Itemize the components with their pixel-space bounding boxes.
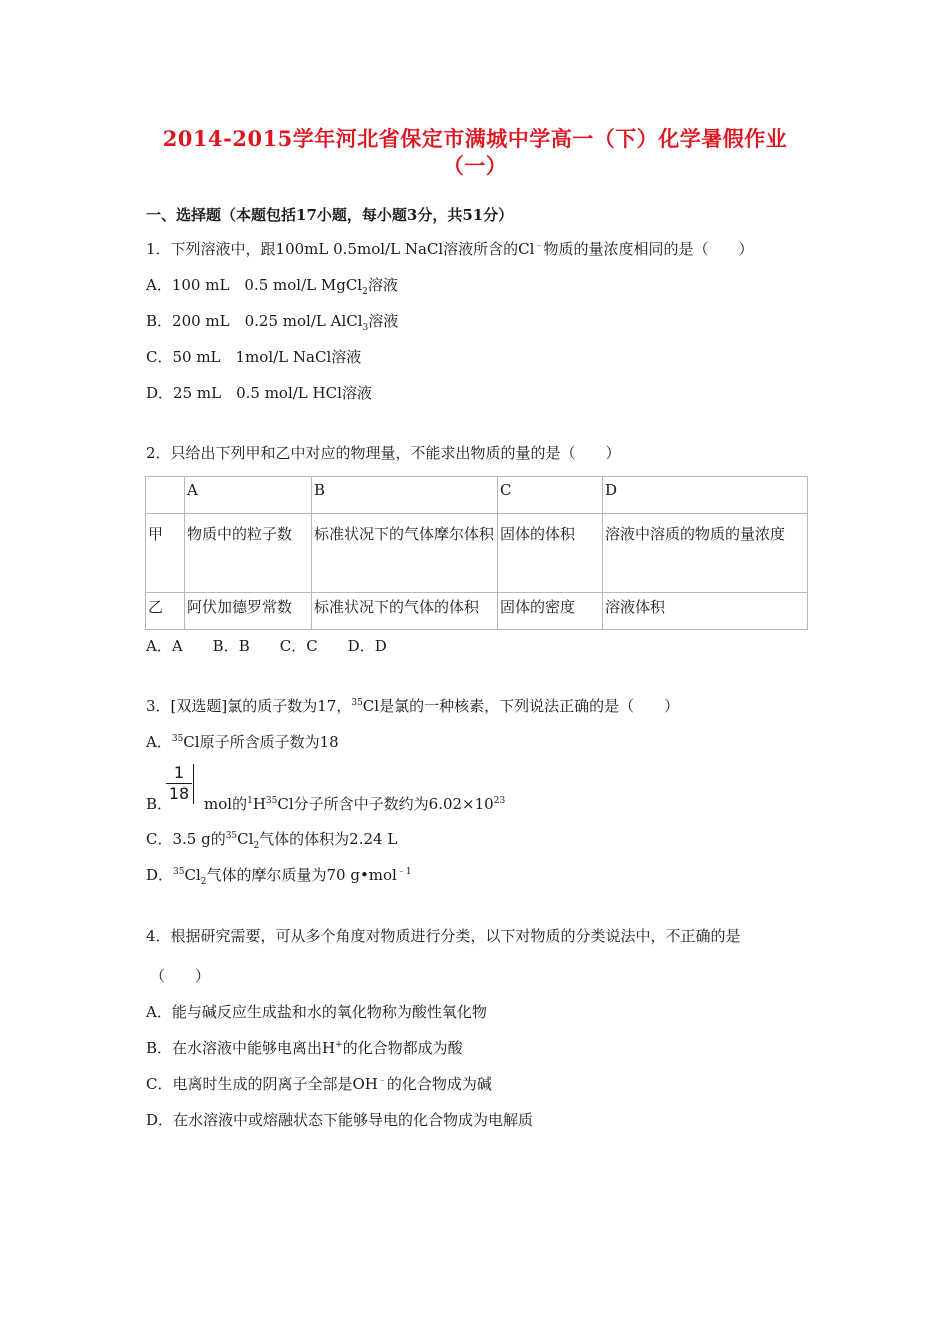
- table-cell: 乙: [146, 593, 185, 630]
- question-4-stem: 4．根据研究需要，可从多个角度对物质进行分类，以下对物质的分类说法中，不正确的是: [146, 927, 741, 945]
- document-title: 2014-2015学年河北省保定市满城中学高一（下）化学暑假作业: [162, 126, 788, 151]
- table-header-row: [146, 477, 808, 514]
- question-4-option-d: D．在水溶液中或熔融状态下能够导电的化合物成为电解质: [146, 1111, 534, 1129]
- question-2-options: A．A B．B C．C D．D: [146, 637, 387, 655]
- question-1-option-d: D．25 mL 0.5 mol/L HCl溶液: [146, 384, 372, 402]
- section-heading: 一、选择题（本题包括17小题，每小题3分，共51分）: [146, 206, 514, 224]
- table-cell: 固体的密度: [498, 593, 603, 630]
- table-cell: 标准状况下的气体摩尔体积: [312, 514, 498, 593]
- question-3-option-a: A．$^{35}$Cl原子所含质子数为18: [146, 733, 339, 751]
- question-3-stem: 3．[双选题]氯的质子数为17，$^{35}$Cl是氯的一种核素，下列说法正确的是（ ）: [146, 697, 680, 715]
- table-cell: 溶液体积: [603, 593, 808, 630]
- table-cell: D: [603, 477, 808, 514]
- table-cell: 固体的体积: [498, 514, 603, 593]
- question-4-stem-bracket: （ ）: [150, 967, 211, 985]
- question-4-option-c: C．电离时生成的阴离子全部是OH﹣的化合物成为碱: [146, 1075, 492, 1093]
- table-cell: 标准状况下的气体的体积: [312, 593, 498, 630]
- question-3-option-c: C．3.5 g的$^{35}Cl_2$气体的体积为2.24 L: [146, 830, 398, 851]
- table-cell: 溶液中溶质的物质的量浓度: [603, 514, 808, 593]
- document-title-line2: （一）: [442, 153, 508, 178]
- question-4-option-a: A．能与碱反应生成盐和水的氧化物称为酸性氧化物: [146, 1003, 487, 1021]
- question-1-option-b: B．200 mL 0.25 mol/L AlCl$_3$溶液: [146, 312, 399, 333]
- table-cell: B: [312, 477, 498, 514]
- table-cell: 甲: [146, 514, 185, 593]
- question-1-option-a: A．100 mL 0.5 mol/L MgCl$_2$溶液: [146, 276, 398, 297]
- question-1-stem: 1．下列溶液中，跟100mL 0.5mol/L NaCl溶液所含的Cl﹣物质的量浓度相同的是（ ）: [146, 240, 754, 258]
- fraction-numerator: 1: [173, 763, 185, 782]
- fraction-denominator: 18: [168, 784, 190, 803]
- table-row: [146, 593, 808, 630]
- question-3-option-d: D．$^{35}Cl_2$气体的摩尔质量为70 g•mol$^{﹣1}$: [146, 866, 412, 887]
- question-1-option-c: C．50 mL 1mol/L NaCl溶液: [146, 348, 362, 366]
- table-cell: [146, 477, 185, 514]
- question-2-stem: 2．只给出下列甲和乙中对应的物理量，不能求出物质的量的是（ ）: [146, 444, 621, 462]
- table-cell: C: [498, 477, 603, 514]
- table-cell: A: [185, 477, 312, 514]
- table-row: [146, 514, 808, 593]
- question-3-option-b: B． mol的$^1H^{35}Cl$分子所含中子数约为$6.02\times 10^{23}$: [146, 795, 506, 813]
- question-4-option-b: B．在水溶液中能够电离出H+的化合物都成为酸: [146, 1039, 463, 1057]
- table-cell: 物质中的粒子数: [185, 514, 312, 593]
- question-2-table: [145, 476, 808, 630]
- table-cell: 阿伏加德罗常数: [185, 593, 312, 630]
